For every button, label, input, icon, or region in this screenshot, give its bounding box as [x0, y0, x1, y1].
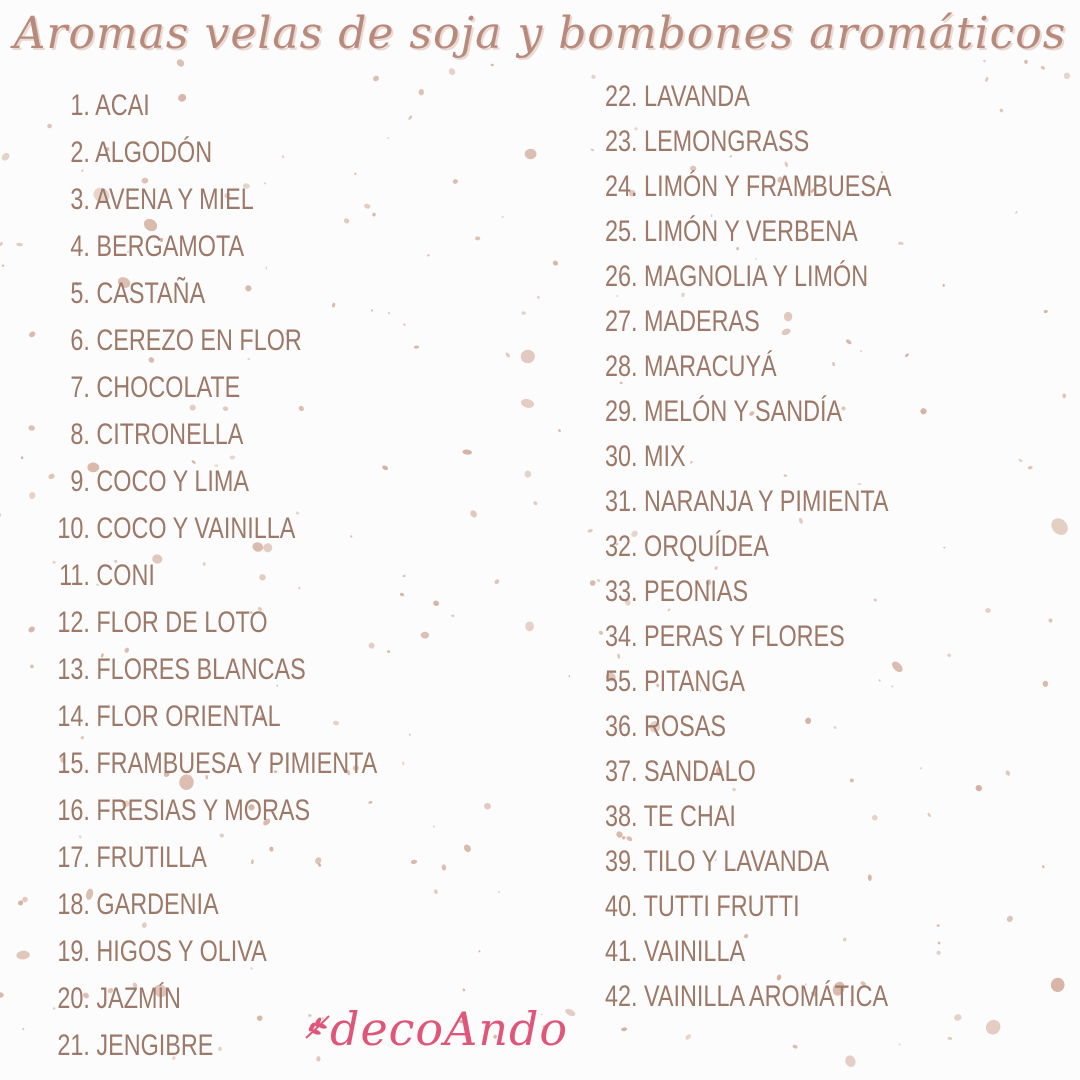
- scent-name: FRAMBUESA Y PIMIENTA: [96, 747, 378, 780]
- scent-name: COCO Y VAINILLA: [96, 512, 296, 545]
- speckle: [16, 950, 30, 960]
- speckle: [525, 621, 534, 631]
- scent-item: [605, 164, 892, 209]
- scent-item: [54, 82, 377, 129]
- scent-item: [54, 881, 377, 928]
- scent-name: COCO Y LIMA: [96, 465, 249, 498]
- scent-number: 20.: [57, 982, 90, 1015]
- scent-item: [605, 839, 892, 884]
- scent-name: TE CHAI: [643, 800, 736, 833]
- scent-name: CEREZO EN FLOR: [96, 324, 302, 357]
- scent-item: [54, 223, 377, 270]
- scent-item: [54, 834, 377, 881]
- speckle: [525, 149, 537, 160]
- scent-number: 31.: [605, 485, 638, 518]
- scent-item: [54, 505, 377, 552]
- speckle: [520, 398, 535, 409]
- scent-item: [54, 740, 377, 787]
- scent-number: 3.: [70, 183, 90, 216]
- speckle: [20, 456, 23, 460]
- scent-number: 23.: [605, 125, 638, 158]
- leaf-sprig-icon: [302, 1012, 332, 1042]
- scent-name: VAINILLA: [644, 935, 746, 968]
- scent-item: [605, 479, 892, 524]
- scent-name: CHOCOLATE: [96, 371, 241, 404]
- scent-number: 37.: [605, 755, 638, 788]
- scent-number: 16.: [57, 794, 90, 827]
- scent-name: LIMÓN Y FRAMBUESA: [644, 170, 892, 203]
- scent-name: PITANGA: [644, 665, 746, 698]
- scent-number: 30.: [605, 440, 638, 473]
- speckle: [590, 580, 596, 586]
- speckle: [947, 1037, 952, 1041]
- scent-list-right: [605, 74, 972, 1019]
- scent-item: [54, 928, 377, 975]
- speckle: [0, 992, 4, 998]
- scent-number: 14.: [57, 700, 90, 733]
- scent-name: LAVANDA: [644, 80, 750, 113]
- scent-number: 40.: [605, 890, 638, 923]
- speckle: [621, 1027, 628, 1032]
- scent-name: ROSAS: [644, 710, 726, 743]
- speckle: [1062, 393, 1066, 398]
- scent-name: MAGNOLIA Y LIMÓN: [644, 260, 869, 293]
- speckle: [483, 802, 492, 811]
- scent-number: 19.: [57, 935, 90, 968]
- scent-number: 42.: [605, 980, 638, 1013]
- speckle: [505, 352, 511, 358]
- speckle: [28, 491, 36, 499]
- speckle: [985, 607, 992, 613]
- scent-number: 12.: [57, 606, 90, 639]
- brand-logo: [302, 1000, 592, 1070]
- scent-name: BERGAMOTA: [96, 230, 245, 263]
- speckle: [1006, 915, 1015, 924]
- scent-number: 27.: [605, 305, 638, 338]
- speckle: [1050, 977, 1066, 994]
- speckle: [447, 67, 456, 76]
- scent-name: VAINILLA AROMÁTICA: [644, 980, 889, 1013]
- scent-name: AVENA Y MIEL: [95, 183, 254, 216]
- scent-item: [605, 209, 892, 254]
- scent-number: 25.: [605, 215, 638, 248]
- scent-name: TUTTI FRUTTI: [643, 890, 800, 923]
- speckle: [0, 513, 1, 517]
- speckle: [16, 243, 23, 247]
- scent-number: 28.: [605, 350, 638, 383]
- scent-number: 32.: [605, 530, 638, 563]
- scent-number: 6.: [70, 324, 90, 357]
- scent-number: 4.: [70, 230, 90, 263]
- speckle: [0, 151, 11, 162]
- scent-item: [605, 434, 892, 479]
- speckle: [552, 260, 559, 267]
- scent-item: [54, 270, 377, 317]
- speckle: [844, 1054, 858, 1069]
- scent-number: 38.: [605, 800, 638, 833]
- scent-item: [605, 299, 892, 344]
- scent-number: 11.: [59, 559, 90, 592]
- speckle: [792, 1044, 798, 1049]
- scent-item: [605, 884, 892, 929]
- scent-item: [605, 614, 892, 659]
- speckle: [524, 470, 532, 478]
- scent-name: HIGOS Y OLIVA: [96, 935, 267, 968]
- speckle: [1063, 72, 1071, 80]
- scent-number: 9.: [70, 465, 90, 498]
- speckle: [1005, 770, 1011, 777]
- scent-number: 29.: [605, 395, 638, 428]
- scent-item: [605, 704, 892, 749]
- speckle: [596, 579, 600, 583]
- scent-number: 1.: [70, 89, 90, 122]
- speckle: [28, 425, 36, 432]
- speckle: [520, 349, 536, 365]
- speckle: [469, 509, 478, 519]
- scent-name: LEMONGRASS: [644, 125, 810, 158]
- speckle: [501, 216, 504, 219]
- scent-item: [605, 659, 892, 704]
- scent-list-left: [54, 82, 468, 1069]
- scent-item: [605, 389, 892, 434]
- scent-name: ALGODÓN: [95, 136, 213, 169]
- scent-number: 5.: [70, 277, 90, 310]
- scent-number: 55.: [605, 665, 638, 698]
- scent-name: JENGIBRE: [96, 1029, 214, 1062]
- scent-number: 13.: [57, 653, 90, 686]
- scent-number: 10.: [57, 512, 90, 545]
- scent-number: 17.: [57, 841, 90, 874]
- scent-item: [54, 599, 377, 646]
- scent-name: MADERAS: [644, 305, 760, 338]
- logo-text: decoAndo: [330, 1002, 569, 1056]
- speckle: [30, 664, 35, 669]
- scent-name: MELÓN Y SANDÍA: [644, 395, 843, 428]
- speckle: [497, 891, 500, 894]
- scent-number: 41.: [605, 935, 638, 968]
- speckle: [1018, 458, 1023, 462]
- scent-item: [54, 364, 377, 411]
- speckle: [1048, 515, 1071, 538]
- speckle: [557, 429, 561, 433]
- speckle: [587, 528, 593, 533]
- speckle: [28, 330, 36, 338]
- speckle: [1040, 65, 1046, 70]
- speckle: [46, 123, 52, 129]
- scent-name: ORQUÍDEA: [644, 530, 769, 563]
- scent-item: [605, 119, 892, 164]
- scent-number: 34.: [605, 620, 638, 653]
- scent-name: MARACUYÁ: [644, 350, 777, 383]
- scent-number: 33.: [605, 575, 638, 608]
- scent-item: [605, 569, 892, 614]
- speckle: [521, 311, 526, 315]
- scent-item: [54, 458, 377, 505]
- scent-item: [605, 344, 892, 389]
- speckle: [491, 64, 494, 66]
- scent-name: SANDALO: [644, 755, 756, 788]
- scent-number: 21.: [57, 1029, 90, 1062]
- scent-name: PERAS Y FLORES: [644, 620, 845, 653]
- speckle: [537, 296, 540, 299]
- scent-item: [54, 552, 377, 599]
- scent-name: FRUTILLA: [96, 841, 207, 874]
- speckle: [1027, 465, 1033, 469]
- scent-item: [605, 74, 892, 119]
- speckle: [598, 630, 604, 636]
- scent-name: TILO Y LAVANDA: [643, 845, 830, 878]
- scent-name: NARANJA Y PIMIENTA: [644, 485, 889, 518]
- scent-item: [54, 411, 377, 458]
- speckle: [22, 1028, 25, 1031]
- speckle: [2, 264, 5, 267]
- scent-item: [54, 693, 377, 740]
- speckle: [1042, 865, 1045, 869]
- speckle: [983, 59, 987, 63]
- speckle: [983, 1017, 1003, 1038]
- speckle: [475, 236, 481, 240]
- scent-name: CONI: [96, 559, 155, 592]
- scent-name: MIX: [644, 440, 686, 473]
- page-title: Aromas velas de soja y bombones aromáticos: [13, 8, 1067, 59]
- scent-item: [54, 646, 377, 693]
- scent-name: LIMÓN Y VERBENA: [644, 215, 858, 248]
- scent-name: JAZMÍN: [96, 982, 181, 1015]
- speckle: [999, 108, 1004, 113]
- speckle: [175, 58, 185, 68]
- scent-item: [605, 749, 892, 794]
- speckle: [478, 950, 480, 952]
- scent-number: 15.: [57, 747, 90, 780]
- scent-number: 22.: [605, 80, 638, 113]
- scent-item: [54, 176, 377, 223]
- speckle: [533, 500, 538, 506]
- speckle: [1015, 211, 1018, 214]
- speckle: [568, 675, 570, 678]
- scent-name: FLOR ORIENTAL: [96, 700, 281, 733]
- scent-name: PEONIAS: [644, 575, 749, 608]
- scent-number: 7.: [70, 371, 90, 404]
- scent-name: FLORES BLANCAS: [96, 653, 306, 686]
- scent-item: [54, 317, 377, 364]
- speckle: [898, 1043, 901, 1046]
- scent-item: [54, 129, 377, 176]
- scent-item: [605, 254, 892, 299]
- scent-name: CASTAÑA: [96, 277, 206, 310]
- speckle: [1048, 618, 1054, 624]
- scent-name: GARDENIA: [96, 888, 219, 921]
- scent-name: ACAI: [95, 89, 150, 122]
- scent-item: [54, 787, 377, 834]
- scent-number: 24.: [605, 170, 638, 203]
- scent-item: [605, 929, 892, 974]
- speckle: [1044, 310, 1048, 313]
- scent-number: 36.: [605, 710, 638, 743]
- speckle: [1043, 681, 1049, 687]
- speckle: [27, 625, 36, 633]
- speckle: [494, 578, 501, 585]
- scent-number: 39.: [605, 845, 638, 878]
- scent-item: [605, 974, 892, 1019]
- speckle: [590, 74, 596, 80]
- scent-number: 8.: [70, 418, 90, 451]
- scent-name: CITRONELLA: [96, 418, 244, 451]
- scent-item: [605, 524, 892, 569]
- scent-item: [605, 794, 892, 839]
- speckle: [1024, 60, 1028, 64]
- speckle: [684, 1033, 692, 1040]
- scent-number: 26.: [605, 260, 638, 293]
- scent-name: FRESIAS Y MORAS: [96, 794, 311, 827]
- scent-number: 18.: [57, 888, 90, 921]
- speckle: [0, 241, 4, 246]
- scent-number: 2.: [70, 136, 90, 169]
- speckle: [974, 784, 983, 793]
- speckle: [984, 77, 989, 83]
- scent-name: FLOR DE LOTO: [96, 606, 268, 639]
- speckle: [590, 148, 594, 152]
